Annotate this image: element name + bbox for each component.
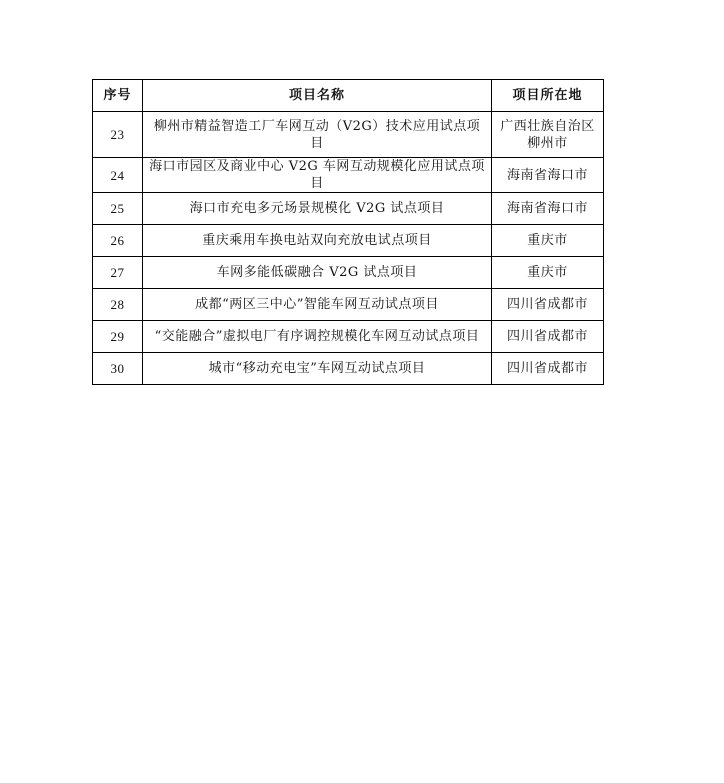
row-no: 26 xyxy=(93,225,143,257)
table-row xyxy=(93,112,604,158)
table-row xyxy=(93,321,604,353)
table-row xyxy=(93,225,604,257)
row-no: 27 xyxy=(93,257,143,289)
table-row xyxy=(93,353,604,385)
row-location: 海南省海口市 xyxy=(492,193,604,225)
row-location: 四川省成都市 xyxy=(492,353,604,385)
row-name: “交能融合”虚拟电厂有序调控规模化车网互动试点项目 xyxy=(143,321,492,353)
row-name: 柳州市精益智造工厂车网互动（V2G）技术应用试点项目 xyxy=(143,112,492,158)
row-no: 28 xyxy=(93,289,143,321)
row-name: 海口市充电多元场景规模化 V2G 试点项目 xyxy=(143,193,492,225)
table-row xyxy=(93,257,604,289)
row-location: 四川省成都市 xyxy=(492,321,604,353)
row-no: 23 xyxy=(93,112,143,158)
row-location-line1: 广西壮族自治区 xyxy=(500,118,595,134)
row-location: 重庆市 xyxy=(492,225,604,257)
table-row xyxy=(93,289,604,321)
row-no: 29 xyxy=(93,321,143,353)
header-location: 项目所在地 xyxy=(492,80,604,112)
row-name: 成都“两区三中心”智能车网互动试点项目 xyxy=(143,289,492,321)
row-location: 重庆市 xyxy=(492,257,604,289)
row-location-line2: 柳州市 xyxy=(527,135,568,151)
header-name: 项目名称 xyxy=(143,80,492,112)
row-location: 海南省海口市 xyxy=(492,158,604,193)
row-no: 24 xyxy=(93,158,143,193)
row-name: 海口市园区及商业中心 V2G 车网互动规模化应用试点项目 xyxy=(143,158,492,193)
table-header-row xyxy=(93,80,604,112)
row-name: 重庆乘用车换电站双向充放电试点项目 xyxy=(143,225,492,257)
table-row xyxy=(93,158,604,193)
row-name: 城市“移动充电宝”车网互动试点项目 xyxy=(143,353,492,385)
row-name: 车网多能低碳融合 V2G 试点项目 xyxy=(143,257,492,289)
project-table xyxy=(92,79,604,385)
header-no: 序号 xyxy=(93,80,143,112)
row-no: 30 xyxy=(93,353,143,385)
row-location xyxy=(492,112,604,158)
row-no: 25 xyxy=(93,193,143,225)
row-location: 四川省成都市 xyxy=(492,289,604,321)
table-row xyxy=(93,193,604,225)
